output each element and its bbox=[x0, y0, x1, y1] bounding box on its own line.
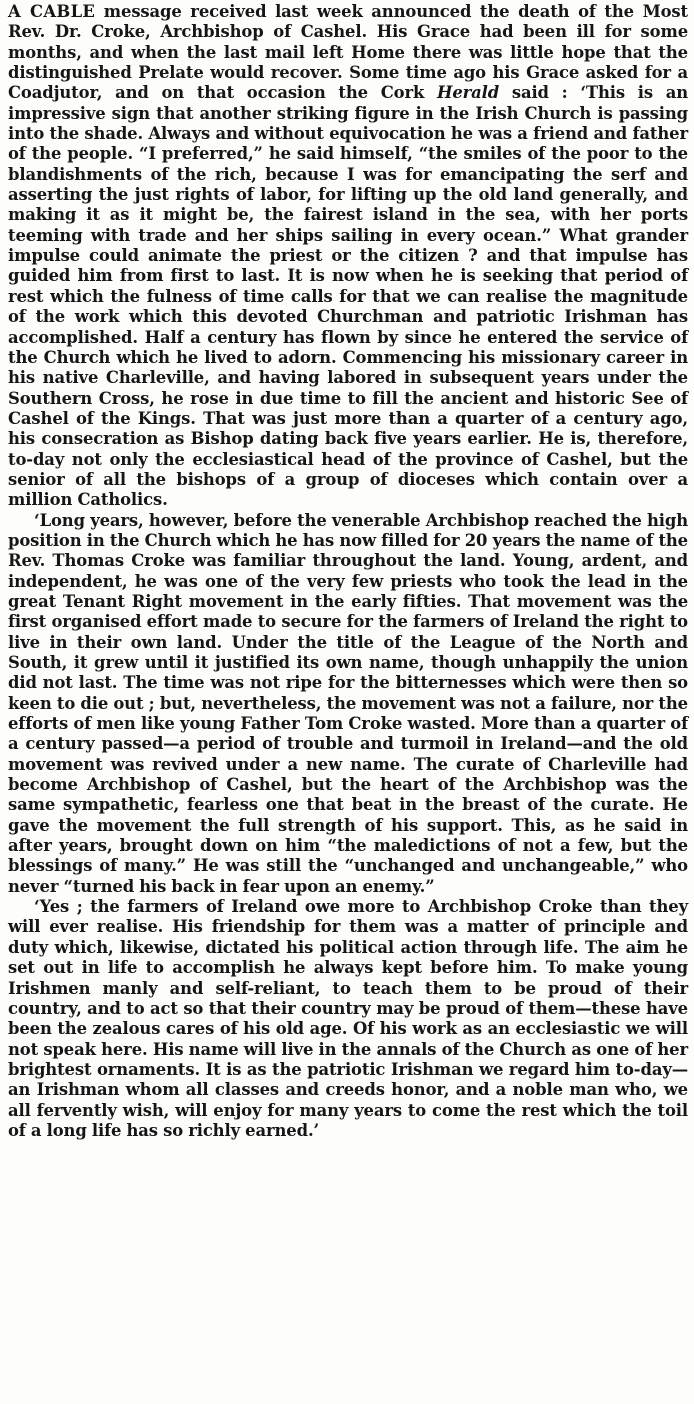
article-paragraph-2: ‘Long years, however, before the venerable Archbishop reached the high position in the Church which he has now filled for 20 years the name of the Rev. Thomas Croke was familiar throughout the land. Young, ardent, and independent, he was one of the very few priests who took the lead in the great Tenant Right movement in the early fifties. That movement was the first organised effort made to secure for the farmers of Ireland the right to live in their own land. Under the title of the League of the North and South, it grew until it justified its own name, though unhappily the union did not last. The time was not ripe for the bitternesses which were then so keen to die out ; but, nevertheless, the movement was not a failure, nor the efforts of men like young Father Tom Croke wasted. More than a quarter of a century passed—a period of trouble and turmoil in Ireland—and the old movement was revived under a new name. The curate of Charleville had become Archbishop of Cashel, but the heart of the Archbishop was the same sympathetic, fearless one that beat in the breast of the curate. He gave the movement the full strength of his support. This, as he said in after years, brought down on him “the maledictions of not a few, but the blessings of many.” He was still the “unchanged and unchangeable,” who never “turned his back in fear upon an enemy.” bbox=[8, 510, 688, 896]
paragraph-1-text-b: said : ‘This is an impressive sign that another striking figure in the Irish Church is passing into the shade. Always and without equivocation he was a friend and father of the people. “I preferred,” he said himself, “the smiles of the poor to the blandishments of the rich, because I was for emancipating the serf and asserting the just rights of labor, for lifting up the old land generally, and making it as it might be, the fairest island in the sea, with her ports teeming with trade and her ships sailing in every ocean.” What grander impulse could animate the priest or the citizen ? and that impulse has guided him from first to last. It is now when he is seeking that period of rest which the fulness of time calls for that we can realise the magnitude of the work which this devoted Churchman and patriotic Irishman has accomplished. Half a century has flown by since he entered the service of the Church which he lived to adorn. Commencing his missionary career in his native Charleville, and having labored in subsequent years under the Southern Cross, he rose in due time to fill the ancient and historic See of Cashel of the Kings. That was just more than a quarter of a century ago, his consecration as Bishop dating back five years earlier. He is, therefore, to-day not only the ecclesiastical head of the province of Cashel, but the senior of all the bishops of a group of dioceses which contain over a million Catholics. bbox=[8, 83, 689, 510]
article-paragraph-3: ‘Yes ; the farmers of Ireland owe more to Archbishop Croke than they will ever realise. His friendship for them was a matter of principle and duty which, likewise, dictated his political action through life. The aim he set out in life to accomplish he always kept before him. To make young Irishmen manly and self-reliant, to teach them to be proud of their country, and to act so that their country may be proud of them—these have been the zealous cares of his old age. Of his work as an ecclesiastic we will not speak here. His name will live in the annals of the Church as one of her brightest ornaments. It is as the patriotic Irishman we regard him to-day—an Irishman whom all classes and creeds honor, and a noble man who, we all fervently wish, will enjoy for many years to come the rest which the toil of a long life has so richly earned.’ bbox=[8, 897, 688, 1140]
herald-italic: Herald bbox=[436, 83, 500, 103]
article-paragraph-1 bbox=[8, 2, 688, 511]
lead-caps: A CABLE bbox=[8, 2, 96, 21]
paragraph-1-text-a: message received last week announced the death of the Most Rev. Dr. Croke, Archbishop of Cashel. His Grace had been ill for some months, and when the last mail left Home there was little hope that the distinguished Prelate would recover. Some time ago his Grace asked for a Coadjutor, and on that occasion the Cork bbox=[8, 2, 688, 103]
